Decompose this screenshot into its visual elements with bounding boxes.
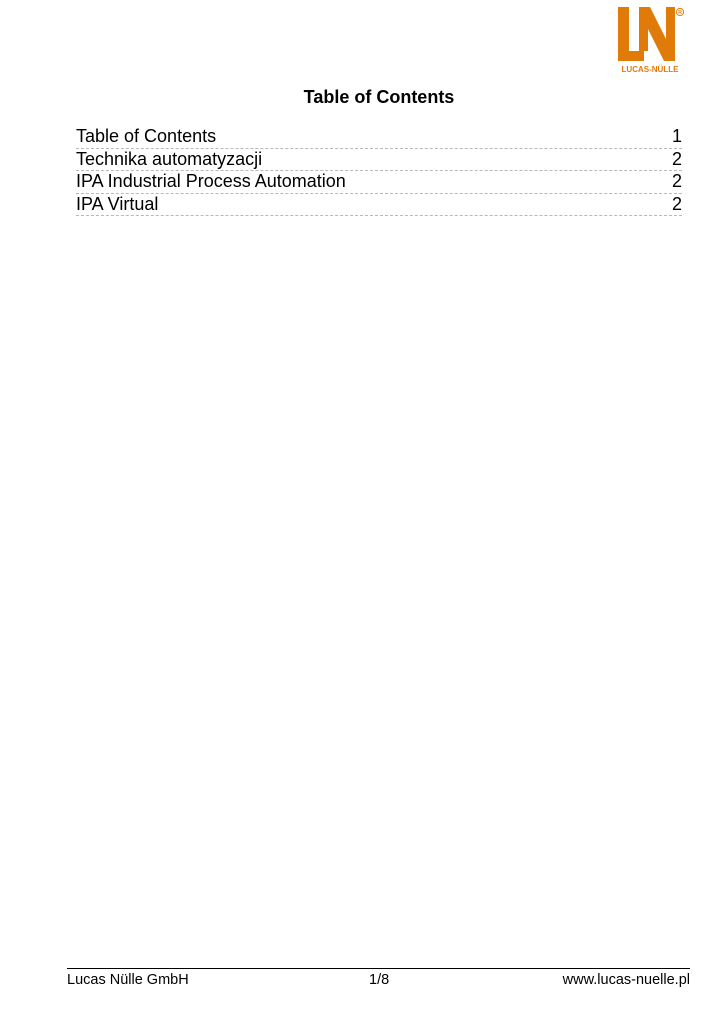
svg-text:R: R xyxy=(678,10,682,16)
lucas-nuelle-logo xyxy=(613,5,689,77)
toc-entry-page: 2 xyxy=(671,171,682,191)
toc-entry[interactable] xyxy=(76,194,682,217)
toc-entry[interactable] xyxy=(76,171,682,194)
toc-entry-label[interactable]: Table of Contents xyxy=(76,126,217,146)
toc-entry-label[interactable]: IPA Industrial Process Automation xyxy=(76,171,346,191)
toc-entry-page: 1 xyxy=(671,126,682,146)
footer-company: Lucas Nülle GmbH xyxy=(67,972,189,988)
toc-entry[interactable] xyxy=(76,126,682,149)
page-title: Table of Contents xyxy=(303,87,455,107)
footer-divider xyxy=(67,968,690,969)
svg-text:LUCAS-NÜLLE: LUCAS-NÜLLE xyxy=(621,65,679,74)
footer-url[interactable]: www.lucas-nuelle.pl xyxy=(562,972,690,988)
toc-entry-page: 2 xyxy=(671,148,682,169)
toc-entry-label[interactable]: Technika automatyzacji xyxy=(76,148,263,169)
toc-entry-page: 2 xyxy=(671,193,682,214)
table-of-contents xyxy=(76,126,682,216)
toc-entry[interactable] xyxy=(76,149,682,172)
footer-page-indicator: 1/8 xyxy=(369,972,390,988)
page-footer xyxy=(67,971,690,991)
toc-entry-label[interactable]: IPA Virtual xyxy=(76,193,159,214)
